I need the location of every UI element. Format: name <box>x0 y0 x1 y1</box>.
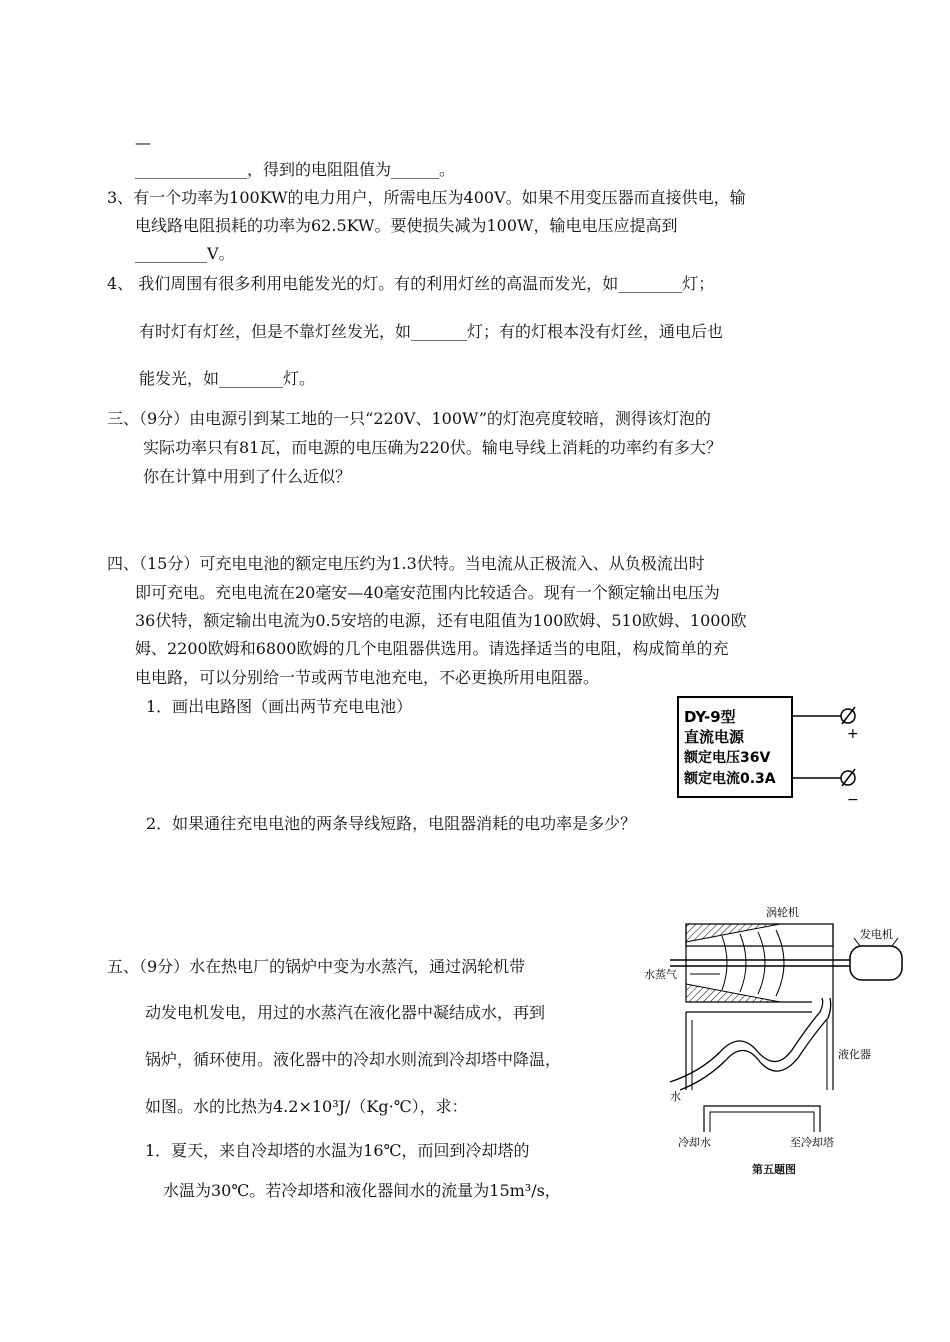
turbine-blade <box>740 934 746 992</box>
turbine-label: 涡轮机 <box>766 906 799 919</box>
text-line: 有时灯有灯丝，但是不靠灯丝发光，如_______灯；有的灯根本没有灯丝，通电后也 <box>139 322 724 341</box>
text-line: 三、（9分）由电源引到某工地的一只“220V、100W”的灯泡亮度较暗，测得该灯泡的 <box>107 409 711 428</box>
generator <box>850 946 902 980</box>
text-line: 电电路，可以分别给一节或两节电池充电，不必更换所用电阻器。 <box>135 668 600 687</box>
text-line: 1．夏天，来自冷却塔的水温为16℃，而回到冷却塔的 <box>145 1141 530 1160</box>
positive-sign: + <box>847 726 859 742</box>
text-line: 36伏特，额定输出电流为0.5安培的电源，还有电阻值为100欧姆、510欧姆、1000欧 <box>135 611 747 630</box>
text-line: 能发光，如________灯。 <box>139 369 316 388</box>
text-line: 电线路电阻损耗的功率为62.5KW。要使损失减为100W，输电电压应提高到 <box>135 216 678 235</box>
text-line: 动发电机发电，用过的水蒸汽在液化器中凝结成水，再到 <box>145 1003 546 1022</box>
turbine-hatch-top <box>686 924 780 942</box>
text-line: 如图。水的比热为4.2×10³J/（Kg·℃），求： <box>145 1097 468 1116</box>
steam-label: 水蒸气 <box>644 968 677 981</box>
power-supply-model: DY-9型 <box>684 708 736 726</box>
text-line: 水温为30℃。若冷却塔和液化器间水的流量为15m³/s， <box>163 1181 561 1200</box>
text-line: ______________，得到的电阻阻值为______。 <box>135 160 456 179</box>
text-line: 你在计算中用到了什么近似？ <box>143 467 352 486</box>
cooling-coil <box>670 998 823 1082</box>
text-line: 五、（9分）水在热电厂的锅炉中变为水蒸汽，通过涡轮机带 <box>107 957 526 976</box>
liquefier-label: 液化器 <box>838 1048 871 1061</box>
cooling-water-pipe <box>704 1106 820 1132</box>
water-label: 水 <box>670 1090 681 1103</box>
generator-label: 发电机 <box>860 928 893 941</box>
text-line: 1．画出电路图（画出两节充电电池） <box>146 697 413 716</box>
figure-caption: 第五题图 <box>752 1163 796 1176</box>
text-line: — <box>135 133 151 152</box>
text-line: _________V。 <box>135 244 235 263</box>
turbine-blade <box>758 932 765 994</box>
text-line: 即可充电。充电电流在20毫安—40毫安范围内比较适合。现有一个额定输出电压为 <box>135 583 720 602</box>
text-line: 锅炉，循环使用。液化器中的冷却水则流到冷却塔中降温， <box>145 1050 562 1069</box>
cooling-water-label: 冷却水 <box>678 1136 711 1149</box>
text-line: 2．如果通往充电电池的两条导线短路，电阻器消耗的电功率是多少？ <box>146 814 637 833</box>
power-plant-diagram <box>640 902 920 1152</box>
cooling-water-pipe <box>710 1112 814 1132</box>
power-supply-type: 直流电源 <box>684 728 745 746</box>
rated-voltage: 额定电压36V <box>684 750 771 766</box>
rated-current: 额定电流0.3A <box>684 771 776 787</box>
power-supply-diagram <box>675 694 875 814</box>
turbine-hatch-bottom <box>686 984 780 1002</box>
turbine-blade <box>776 930 784 996</box>
text-line: 姆、2200欧姆和6800欧姆的几个电阻器供选用。请选择适当的电阻，构成简单的充 <box>135 639 729 658</box>
to-tower-label: 至冷却塔 <box>790 1136 834 1149</box>
text-line: 4、 我们周围有很多利用电能发光的灯。有的利用灯丝的高温而发光，如________灯； <box>107 274 715 293</box>
text-line: 3、有一个功率为100KW的电力用户，所需电压为400V。如果不用变压器而直接供电，输 <box>107 188 746 207</box>
text-line: 四、（15分）可充电电池的额定电压约为1.3伏特。当电流从正极流入、从负极流出时 <box>107 554 705 573</box>
negative-sign: − <box>847 792 859 808</box>
text-line: 实际功率只有81瓦，而电源的电压确为220伏。输电导线上消耗的功率约有多大？ <box>143 438 722 457</box>
turbine-blade <box>722 936 727 990</box>
